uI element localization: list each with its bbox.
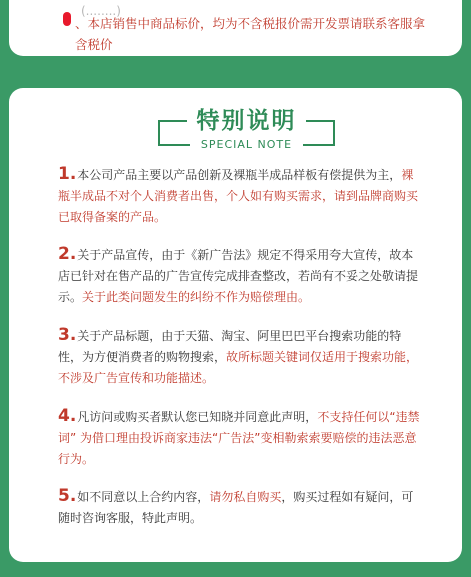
note-text: 凡访问或购买者默认您已知晓并同意此声明， [77,410,318,424]
red-bullet-icon [63,12,71,26]
note-number: 2. [58,244,77,264]
special-note-card [9,88,462,562]
note-text: 关于产品标题，由于天猫、淘宝、阿里巴巴平台搜索功能的特性，为方便消费者的购物搜索， [58,329,402,364]
note-item-5 [58,486,420,529]
note-highlight: 不支持任何以“违禁词” 为借口理由投诉商家违法“广告法”变相勒索索要赔偿的违法恶意行为。 [58,410,420,466]
note-highlight: 故所标题关键词仅适用于搜索功能，不涉及广告宣传和功能描述。 [58,350,419,385]
top-cut-off-line: (........) [81,4,121,18]
note-item-4 [58,406,420,470]
note-number: 1. [58,164,77,184]
note-text: 如不同意以上合约内容， [77,490,210,504]
tax-notice-text: 、本店销售中商品标价，均为不含税报价需开发票请联系客服拿含税价 [75,16,426,52]
title-frame [158,108,335,151]
top-notice-card [9,0,462,56]
note-text: 本公司产品主要以产品创新及裸瓶半成品样板有偿提供为主， [77,168,402,182]
note-highlight: 关于此类问题发生的纠纷不作为赔偿理由。 [82,290,311,304]
note-item-2 [58,244,420,308]
note-number: 3. [58,325,77,345]
note-number: 5. [58,486,77,506]
note-item-3 [58,325,420,389]
note-text: 关于产品宣传，由于《新广告法》规定不得采用夸大宣传，故本店已针对在售产品的广告宣传完成排查整改，若尚有不妥之处敬请提示。 [58,248,419,304]
note-item-1 [58,164,420,228]
note-highlight: 裸瓶半成品不对个人消费者出售，个人如有购买需求，请到品牌商购买已取得备案的产品。 [58,168,419,224]
note-number: 4. [58,406,77,426]
note-highlight: 请勿私自购买 [209,490,282,504]
note-text-tail: ，购买过程如有疑问，可随时咨询客服，特此声明。 [58,490,414,525]
section-subtitle: SPECIAL NOTE [200,138,293,151]
section-title: 特别说明 [196,108,297,134]
